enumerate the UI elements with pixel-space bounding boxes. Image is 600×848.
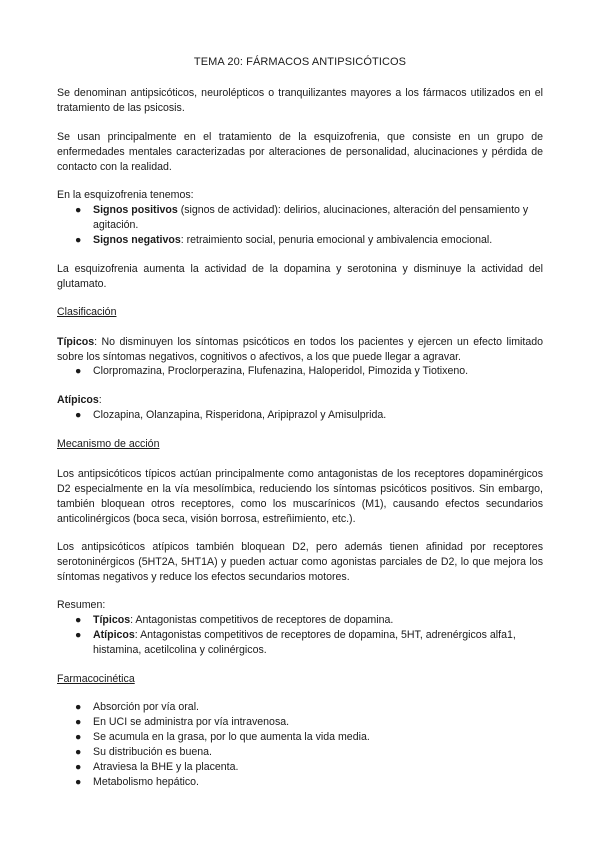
atipicos-drug-list <box>57 408 543 423</box>
bullet-icon: ● <box>75 204 82 216</box>
resumen-list <box>57 613 543 658</box>
list-item: ● Absorción por vía oral. <box>75 701 199 713</box>
list-item: ● Clozapina, Olanzapina, Risperidona, Aripiprazol y Amisulprida. <box>75 409 387 421</box>
tipicos-drug-list <box>57 364 543 379</box>
bullet-icon: ● <box>75 716 82 728</box>
list-item: ● En UCI se administra por vía intravenosa. <box>75 716 290 728</box>
atipicos-label: Atípicos: <box>57 394 102 406</box>
bullet-icon: ● <box>75 746 82 758</box>
bullet-icon: ● <box>75 701 82 713</box>
intro-paragraph-1: Se denominan antipsicóticos, neurolépticos o tranquilizantes mayores a los fármacos utilizados en el tratamiento de las psicosis. <box>57 87 543 114</box>
tipicos-paragraph: Típicos: No disminuyen los síntomas psicóticos en todos los pacientes y ejercen un efecto limitado sobre los síntomas negativos, cognitivos o afectivos, a los que puede llegar a agravar. <box>57 336 543 363</box>
resumen-heading: Resumen: <box>57 599 106 611</box>
mecanismo-paragraph-2: Los antipsicóticos atípicos también bloquean D2, pero además tienen afinidad por receptores serotoninérgicos (5HT2A, 5HT1A) y pueden actuar como agonistas parciales de D2, lo que mejora los síntomas negativos y reduce los efectos secundarios motores. <box>57 541 543 583</box>
list-item: ● Su distribución es buena. <box>75 746 212 758</box>
esquizofrenia-intro: En la esquizofrenia tenemos: <box>57 189 194 201</box>
bullet-icon: ● <box>75 731 82 743</box>
esquizofrenia-signs-list <box>57 203 543 248</box>
list-item: ● Se acumula en la grasa, por lo que aumenta la vida media. <box>75 731 370 743</box>
mecanismo-paragraph-1: Los antipsicóticos típicos actúan principalmente como antagonistas de los receptores dopaminérgicos D2 especialmente en la vía mesolímbica, reduciendo los síntomas psicóticos positivos. Sin embargo, también bloquean otros receptores, como los muscarínicos (M1), causando efectos secundarios anticolinérgicos (boca seca, visión borrosa, estreñimiento, etc.). <box>57 468 543 525</box>
bullet-icon: ● <box>75 614 82 626</box>
farmacocinetica-list <box>57 700 543 790</box>
farmacocinetica-heading: Farmacocinética <box>57 673 135 685</box>
list-item: ● Atraviesa la BHE y la placenta. <box>75 761 239 773</box>
bullet-icon: ● <box>75 234 82 246</box>
dopamina-paragraph: La esquizofrenia aumenta la actividad de la dopamina y serotonina y disminuye la actividad del glutamato. <box>57 263 543 290</box>
clasificacion-heading: Clasificación <box>57 306 117 318</box>
list-item: ● Signos negativos: retraimiento social, penuria emocional y ambivalencia emocional. <box>75 234 493 246</box>
list-item: ● Signos positivos (signos de actividad): delirios, alucinaciones, alteración del pensamiento y agitación. <box>75 204 529 231</box>
mecanismo-heading: Mecanismo de acción <box>57 438 160 450</box>
bullet-icon: ● <box>75 761 82 773</box>
intro-paragraph-2: Se usan principalmente en el tratamiento de la esquizofrenia, que consiste en un grupo de enfermedades mentales caracterizadas por alteraciones de personalidad, alucinaciones y pérdida de contacto con la realidad. <box>57 131 543 173</box>
list-item: ● Típicos: Antagonistas competitivos de receptores de dopamina. <box>75 614 394 626</box>
list-item: ● Clorpromazina, Proclorperazina, Flufenazina, Haloperidol, Pimozida y Tiotixeno. <box>75 365 469 377</box>
bullet-icon: ● <box>75 629 82 641</box>
bullet-icon: ● <box>75 409 82 421</box>
list-item: ● Metabolismo hepático. <box>75 776 199 788</box>
list-item: ● Atípicos: Antagonistas competitivos de receptores de dopamina, 5HT, adrenérgicos alfa1, histamina, acetilcolina y colinérgicos. <box>75 629 516 656</box>
page-title: TEMA 20: FÁRMACOS ANTIPSICÓTICOS <box>193 56 407 68</box>
bullet-icon: ● <box>75 776 82 788</box>
bullet-icon: ● <box>75 365 82 377</box>
